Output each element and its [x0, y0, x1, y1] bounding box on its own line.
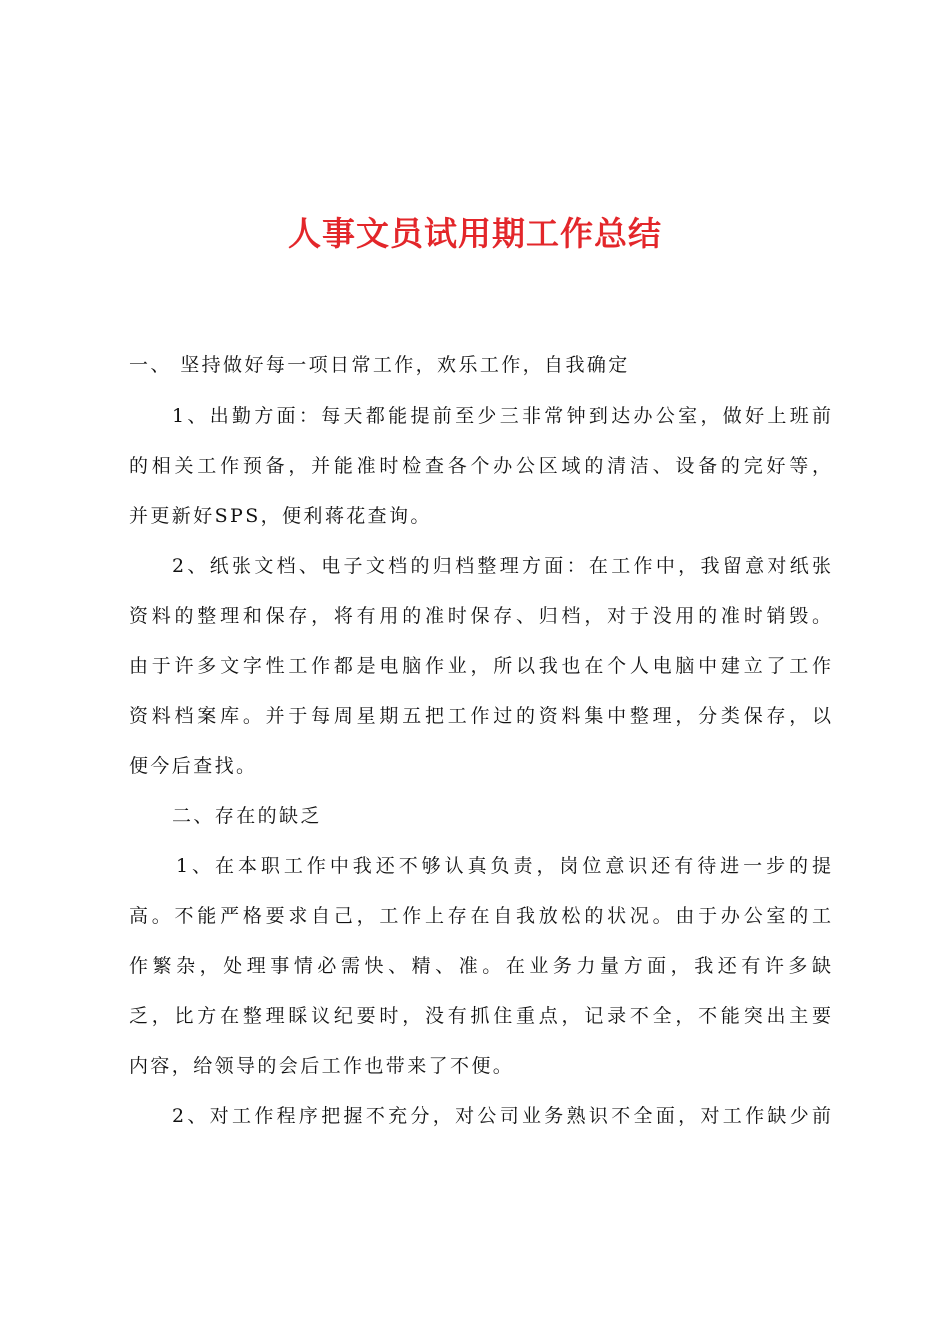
paragraph-line: 并更新好SPS，便利蒋花查询。	[129, 505, 432, 527]
paragraph-line: 资料的整理和保存，将有用的准时保存、归档，对于没用的准时销毁。	[129, 605, 831, 627]
paragraph-line: 2、对工作程序把握不充分，对公司业务熟识不全面，对工作缺少前	[172, 1105, 831, 1127]
paragraph-line: 资料档案库。并于每周星期五把工作过的资料集中整理，分类保存，以	[129, 705, 831, 727]
paragraph-line: 1、出勤方面：每天都能提前至少三非常钟到达办公室，做好上班前	[172, 405, 831, 427]
paragraph-line: 高。不能严格要求自己，工作上存在自我放松的状况。由于办公室的工	[129, 905, 831, 927]
section-2-heading: 二、存在的缺乏	[172, 805, 322, 827]
paragraph-line: 乏，比方在整理睬议纪要时，没有抓住重点，记录不全，不能突出主要	[129, 1005, 831, 1027]
paragraph-line: 作繁杂，处理事情必需快、精、准。在业务力量方面，我还有许多缺	[129, 955, 831, 977]
paragraph-line: 内容，给领导的会后工作也带来了不便。	[129, 1055, 515, 1077]
section-1-heading: 一、 坚持做好每一项日常工作，欢乐工作，自我确定	[129, 354, 630, 376]
paragraph-line: 由于许多文字性工作都是电脑作业，所以我也在个人电脑中建立了工作	[129, 655, 831, 677]
document-title: 人事文员试用期工作总结	[288, 214, 662, 253]
paragraph-line: 的相关工作预备，并能准时检查各个办公区域的清洁、设备的完好等，	[129, 455, 831, 477]
paragraph-line: 2、纸张文档、电子文档的归档整理方面：在工作中，我留意对纸张	[172, 555, 831, 577]
paragraph-line: 1、在本职工作中我还不够认真负责，岗位意识还有待进一步的提	[176, 855, 831, 877]
paragraph-line: 便今后查找。	[129, 755, 258, 777]
